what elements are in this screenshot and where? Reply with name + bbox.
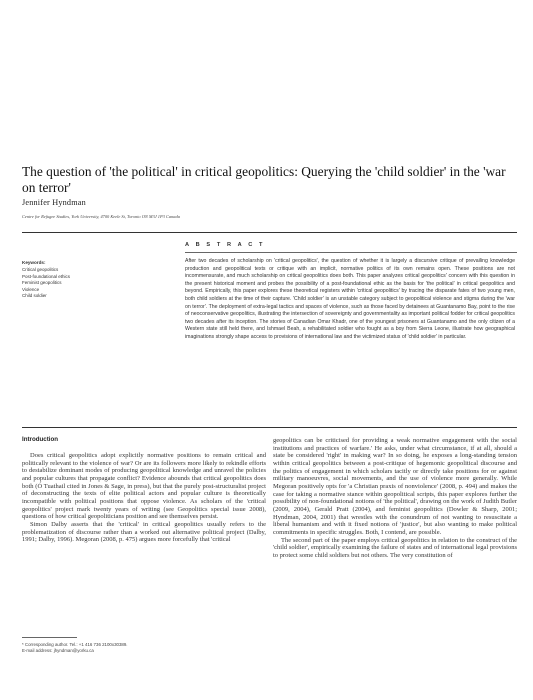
abstract-bottom-divider xyxy=(22,427,517,428)
body-paragraph: Does critical geopolitics adopt explicitly normative positions to remain critical and politically relevant to the violence of war? Or are its followers more likely to rekindle efforts to destabilize dominant modes of producing geopolitical knowledge and unravel the policies and popular cultures that propagate conflict? Evidence abounds that critical geopolitics does both (Ó Tuathail cited in Jones & Sage, in press), but that the purely post-structuralist project of deconstructing the texts of elite political actors and popular culture is theoretically incompatible with political positions that oppose violence. As scholars of the 'critical geopolitics' project mark twenty years of writing (see Geopolitics special issue 2008), questions of how critical geopoliticians position and see themselves persist. xyxy=(22,452,266,521)
footnote-email: E-mail address: jhyndman@yorku.ca xyxy=(22,648,94,654)
footnote xyxy=(22,642,128,654)
footnote-divider xyxy=(22,637,77,638)
keyword-item: Feminist geopolitics xyxy=(22,280,62,286)
keyword-item: Critical geopolitics xyxy=(22,267,59,272)
body-column-right xyxy=(273,437,517,560)
header-divider xyxy=(22,232,517,233)
section-heading-introduction: Introduction xyxy=(22,436,59,443)
abstract-heading: A B S T R A C T xyxy=(185,242,266,248)
keyword-item: Post-foundational ethics xyxy=(22,273,71,279)
body-paragraph: Simon Dalby asserts that the 'critical' in critical geopolitics usually refers to the problematization of discourse rather than a worked out alternative political project (Dalby, 1991; Dalby, 1996). Megoran (2008, p. 475) argues more forcefully that 'critical xyxy=(22,520,266,544)
footnote-corresponding-author: * Corresponding author. Tel.: +1 416 736 2100x30389. xyxy=(22,642,128,647)
keyword-item: Violence xyxy=(22,286,40,292)
keyword-item: Child soldier xyxy=(22,293,47,299)
body-paragraph: The second part of the paper employs critical geopolitics in relation to the construct of the 'child soldier', empirically examining the failure of states and of international legal provisions to protect some child soldiers but not others. The very constitution of xyxy=(273,536,517,559)
keywords-label: Keywords: xyxy=(22,260,46,265)
author-affiliation: Centre for Refugee Studies, York University, 4700 Keele St, Toronto ON M3J 1P3 Canada xyxy=(22,214,180,219)
abstract-divider xyxy=(185,252,517,253)
abstract-text: After two decades of scholarship on 'critical geopolitics', the question of whether it is largely a discursive critique of prevailing knowledge production and geopolitical texts or critique with an implicit, normative politics of its own remains open. These positions are not incommensurate, and much scholarship on critical geopolitics does both. This paper analyzes critical geopolitics' concern with this question in the present historical moment and probes the possibility of a post-foundational ethic as the basis for 'the political' in critical geopolitics and beyond. Empirically, this paper explores these theoretical registers within 'critical geopolitics' by tracing the disparate fates of two young men, both child soldiers at the time of their capture. 'Child soldier' is an unstable category subject to geopolitical violence and stigma during the 'war on terror'. The deployment of extra-legal tactics and spaces of violence, such as those faced by detainees at Guantanamo Bay, point to the rise of neoconservative geopolitics, illustrating the intersection of sovereignty and governmentality as important political fodder for critical geopolitics two decades after its inception. The stories of Canadian Omar Khadr, one of the youngest prisoners at Guantanamo and the only citizen of a Western state still held there, and Ishmael Beah, a rehabilitated soldier who fought as a boy from Sierra Leone, illustrate how geographical imaginations strongly shape access to provisions of international law and the victimized status of 'child soldier' in particular. xyxy=(185,258,515,340)
article-title: The question of 'the political' in critical geopolitics: Querying the 'child soldier' in the 'war on terror' xyxy=(22,164,506,195)
body-paragraph: geopolitics can be criticised for providing a weak normative engagement with the social institutions and practices of warfare.' He asks, under what circumstance, if at all, should a state be considered 'right' in making war? In so doing, he exposes a long-standing tension within critical geopolitics between a post-critique of hegemonic geopolitical discourse and the politics of engagement in which scholars tacitly or directly take positions for or against military manoeuvres, social movements, and the use of violence more generally. While Megoran positively opts for 'a Christian praxis of nonviolence' (2008, p. 494) and makes the case for taking a normative stance within geopolitical scripts, this paper explores further the possibility of non-foundational notions of 'the political', drawing on the work of Judith Butler (2009, 2004), Gerald Pratt (2004), and feminist geopolitics (Dowler & Sharp, 2001; Hyndman, 2004, 2001) that wrestles with the conundrum of not wanting to resuscitate a liberal humanism and with it fixed notions of 'justice', but also wanting to make political commitments in specific struggles. Both, I contend, are possible. xyxy=(273,437,517,536)
body-column-left xyxy=(22,452,266,544)
author-name: Jennifer Hyndman xyxy=(22,198,86,207)
keywords-list xyxy=(22,267,70,300)
